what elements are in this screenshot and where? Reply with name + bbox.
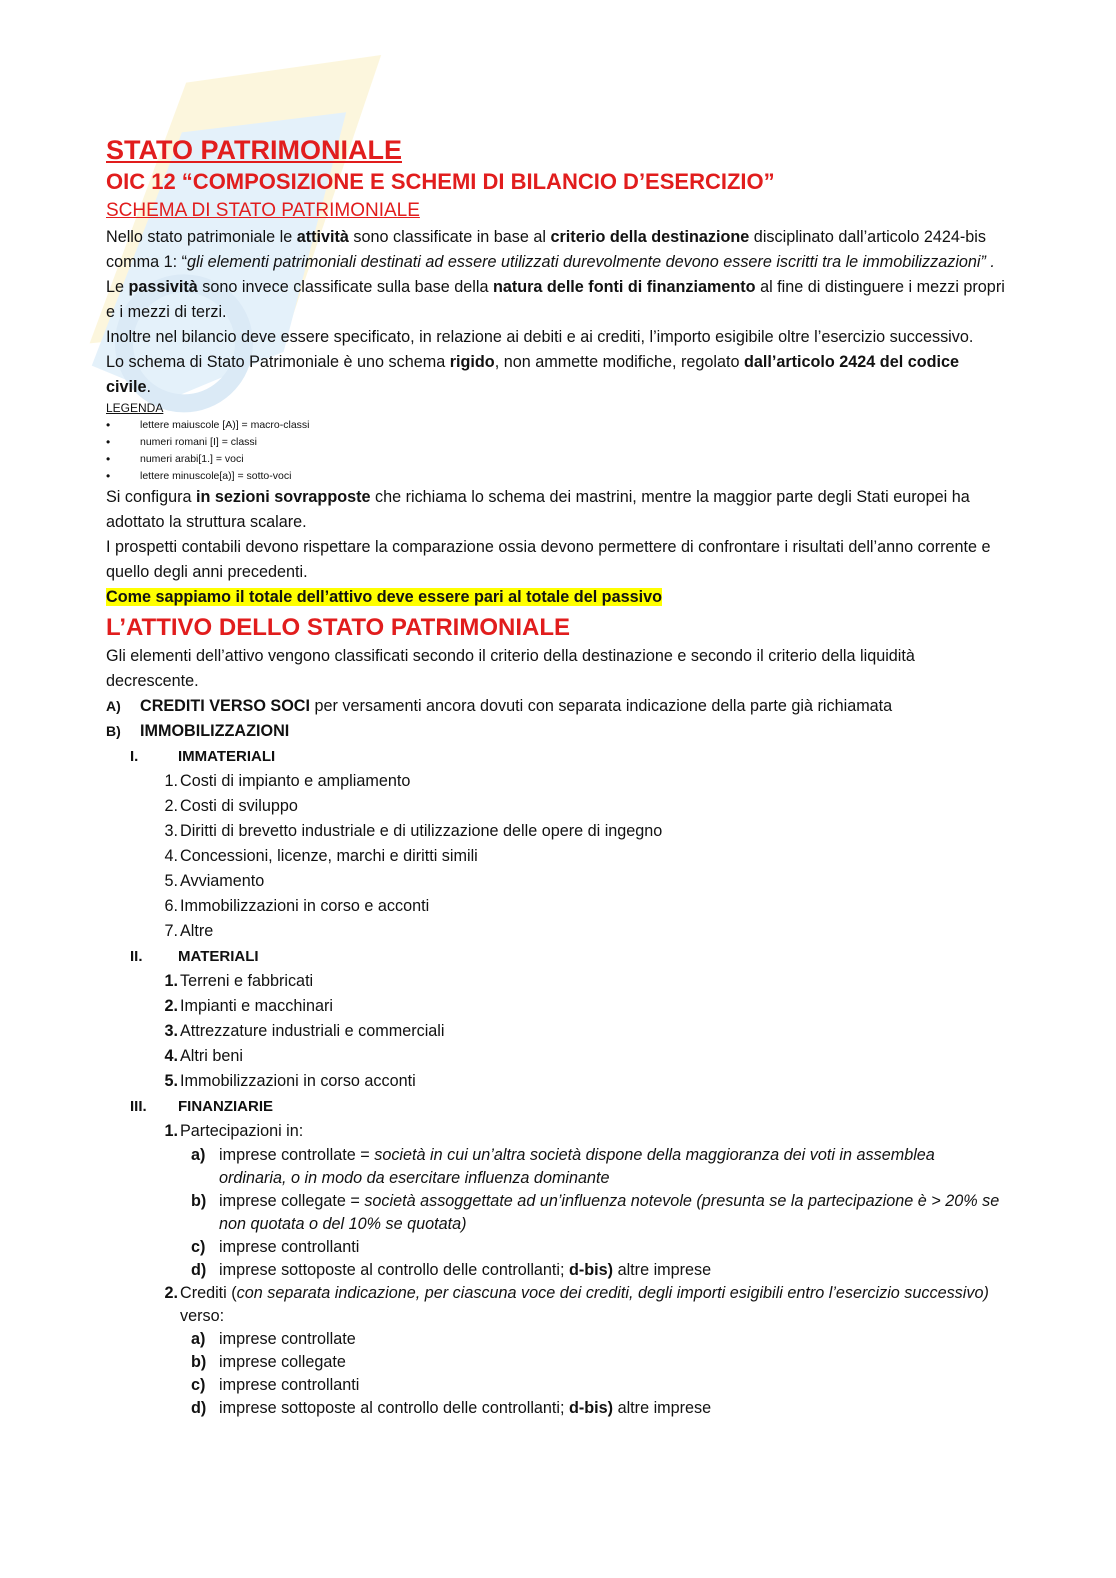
voce-item: 4. Concessioni, licenze, marchi e diritti simili	[164, 847, 478, 865]
class-materiali: II. MATERIALI	[130, 948, 259, 965]
attivo-intro: Gli elementi dell’attivo vengono classificati secondo il criterio della destinazione e secondo il criterio della liquidità decrescente.	[106, 647, 915, 690]
subtitle: OIC 12 “COMPOSIZIONE E SCHEMI DI BILANCIO D’ESERCIZIO”	[106, 169, 775, 194]
intro-paragraph-2: Le passività sono invece classificate sulla base della natura delle fonti di finanziamento al fine di distinguere i mezzi propri e i mezzi di terzi.	[106, 278, 1005, 321]
class-immateriali: I. IMMATERIALI	[130, 748, 276, 765]
sottovoce-item: b) imprese collegate	[191, 1353, 346, 1371]
voce-crediti: 2. Crediti (con separata indicazione, per ciascuna voce dei crediti, degli importi esigibili entro l’esercizio successivo) verso:	[164, 1284, 989, 1325]
sottovoce-item: d) imprese sottoposte al controllo delle controllanti; d-bis) altre imprese	[191, 1399, 712, 1417]
voce-item: 6. Immobilizzazioni in corso e acconti	[164, 897, 430, 915]
sottovoce-item: a) imprese controllate = società in cui un’altra società dispone della maggioranza dei voti in assemblea ordinaria, o in modo da esercitare influenza dominante	[191, 1146, 935, 1187]
voce-item: 7. Altre	[164, 922, 214, 940]
page-title: STATO PATRIMONIALE	[106, 135, 402, 165]
intro-paragraph-3: Inoltre nel bilancio deve essere specificato, in relazione ai debiti e ai crediti, l’importo esigibile oltre l’esercizio successivo.	[106, 328, 974, 346]
legend-list	[106, 417, 1006, 485]
voce-item: 3. Attrezzature industriali e commerciali	[164, 1022, 445, 1040]
intro-paragraph-4: Lo schema di Stato Patrimoniale è uno schema rigido, non ammette modifiche, regolato dall’articolo 2424 del codice civile.	[106, 353, 959, 396]
macroclass-a: A) CREDITI VERSO SOCI per versamenti ancora dovuti con separata indicazione della parte già richiamata	[106, 697, 893, 715]
voce-partecipazioni: 1. Partecipazioni in:	[164, 1122, 304, 1140]
voce-item: 2. Impianti e macchinari	[164, 997, 333, 1015]
legend-item: • lettere minuscole[a)] = sotto-voci	[106, 468, 1006, 485]
sottovoce-item: a) imprese controllate	[191, 1330, 356, 1348]
legend-title: LEGENDA	[106, 401, 164, 415]
intro-paragraph-1: Nello stato patrimoniale le attività sono classificate in base al criterio della destinazione disciplinato dall’articolo 2424-bis comma 1: “gli elementi patrimoniali destinati ad essere utilizzati durevolmente devono essere iscritti tra le immobilizzazioni” .	[106, 228, 995, 271]
attivo-heading: L’ATTIVO DELLO STATO PATRIMONIALE	[106, 614, 570, 641]
voce-item: 5. Avviamento	[164, 872, 265, 890]
macroclass-b: B) IMMOBILIZZAZIONI	[106, 722, 290, 740]
sottovoce-item: d) imprese sottoposte al controllo delle controllanti; d-bis) altre imprese	[191, 1261, 712, 1279]
voce-item: 1. Costi di impianto e ampliamento	[164, 772, 411, 790]
class-finanziarie: III. FINANZIARIE	[130, 1098, 273, 1115]
legend-item: • numeri arabi[1.] = voci	[106, 451, 1006, 468]
sottovoce-item: c) imprese controllanti	[191, 1238, 360, 1256]
voce-item: 4. Altri beni	[164, 1047, 243, 1065]
sottovoce-item: b) imprese collegate = società assoggettate ad un’influenza notevole (presunta se la partecipazione è > 20% se non quotata o del 10% se quotata)	[191, 1192, 1000, 1233]
legend-item: • lettere maiuscole [A)] = macro-classi	[106, 417, 1006, 434]
voce-item: 1. Terreni e fabbricati	[164, 972, 314, 990]
voce-item: 5. Immobilizzazioni in corso acconti	[164, 1072, 416, 1090]
legend-item: • numeri romani [I] = classi	[106, 434, 1006, 451]
highlight-note: Come sappiamo il totale dell’attivo deve essere pari al totale del passivo	[106, 588, 662, 606]
body-paragraph-1: Si configura in sezioni sovrapposte che richiama lo schema dei mastrini, mentre la maggior parte degli Stati europei ha adottato la struttura scalare.	[106, 488, 970, 531]
sottovoce-item: c) imprese controllanti	[191, 1376, 360, 1394]
body-paragraph-2: I prospetti contabili devono rispettare la comparazione ossia devono permettere di confrontare i risultati dell’anno corrente e quello degli anni precedenti.	[106, 538, 991, 581]
voce-item: 2. Costi di sviluppo	[164, 797, 298, 815]
voce-item: 3. Diritti di brevetto industriale e di utilizzazione delle opere di ingegno	[164, 822, 663, 840]
section-heading: SCHEMA DI STATO PATRIMONIALE	[106, 200, 420, 221]
document-page	[106, 133, 1006, 1420]
